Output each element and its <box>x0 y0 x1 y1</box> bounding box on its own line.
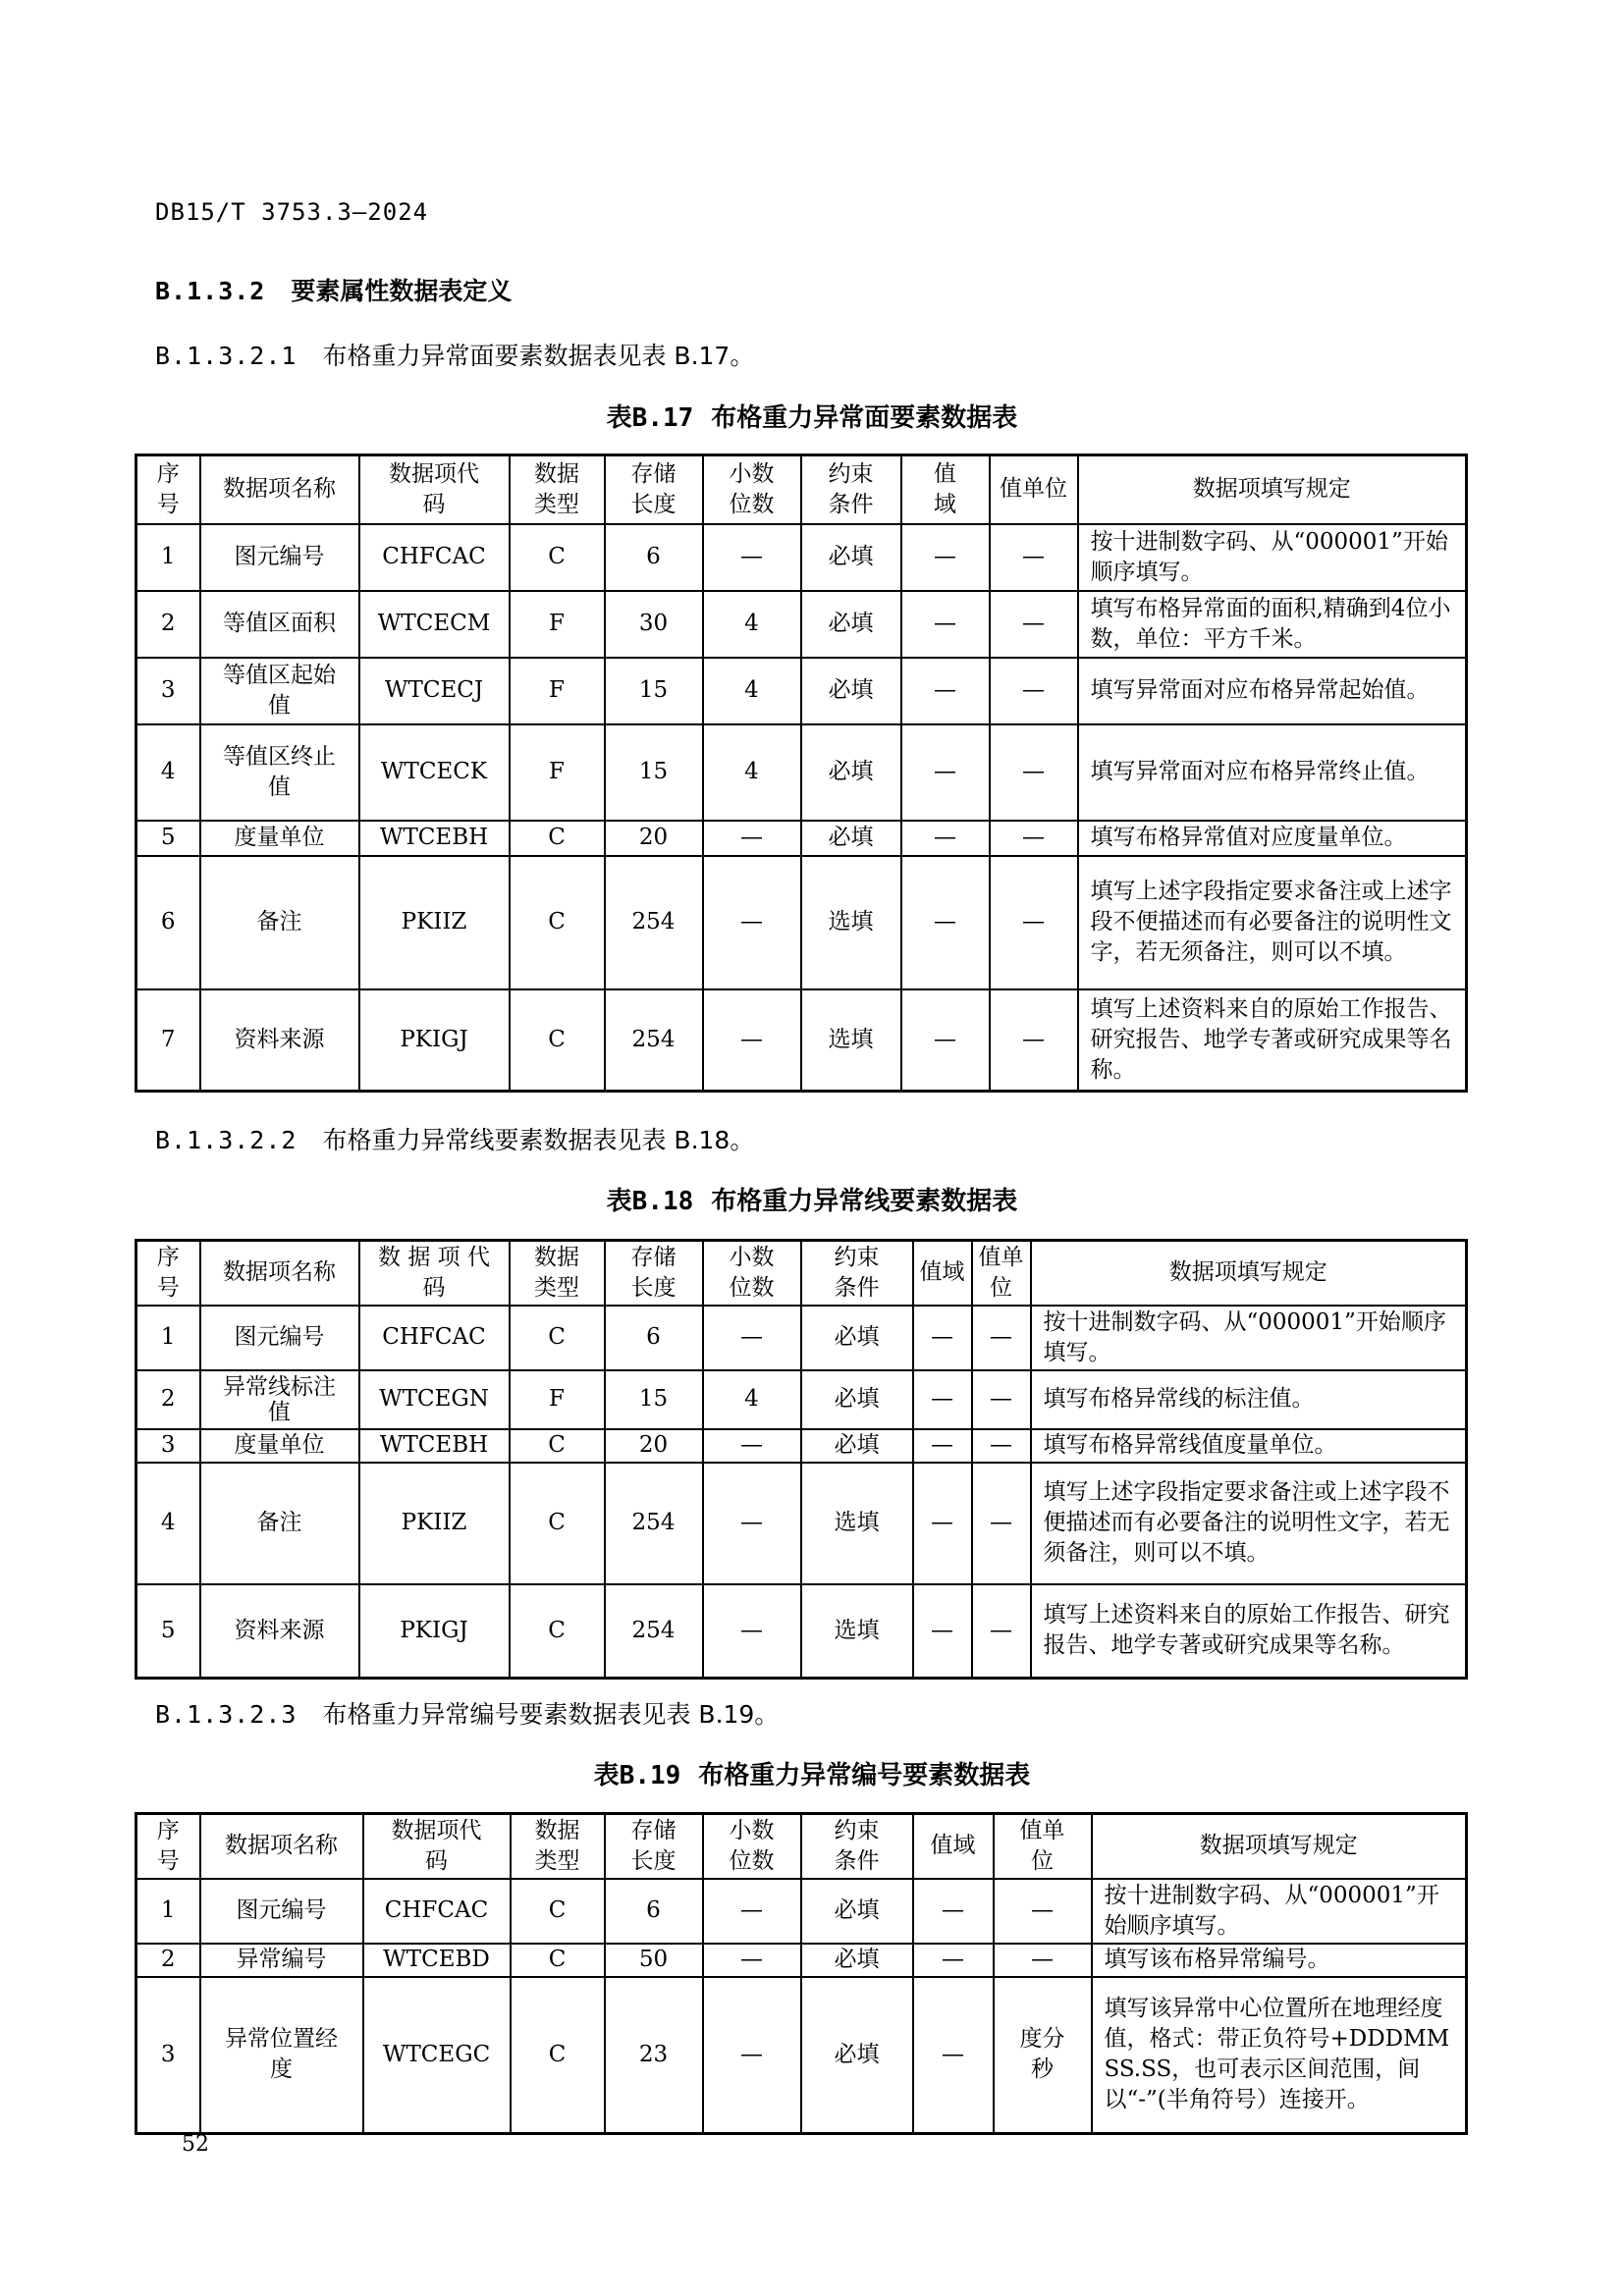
cell-unit: — <box>990 524 1078 591</box>
page-number: 52 <box>182 2132 209 2157</box>
header-cell: 值单位 <box>990 455 1078 524</box>
cell-constraint: 必填 <box>801 524 901 591</box>
header-cell: 序号 <box>136 455 200 524</box>
cell-domain: — <box>913 1977 994 2134</box>
cell-decimals: — <box>703 856 801 989</box>
header-cell: 值域 <box>901 455 990 524</box>
table-b18-caption <box>0 1181 1624 1217</box>
cell-rule: 填写上述资料来自的原始工作报告、研究报告、地学专著或研究成果等名称。 <box>1078 989 1467 1092</box>
cell-constraint: 必填 <box>801 1370 913 1429</box>
cell-rule: 填写上述资料来自的原始工作报告、研究报告、地学专著或研究成果等名称。 <box>1031 1584 1467 1679</box>
cell-length: 254 <box>605 989 703 1092</box>
header-cell: 数据项名称 <box>200 1241 359 1306</box>
cell-item-name: 异常编号 <box>200 1944 363 1977</box>
table-row <box>136 658 1467 724</box>
cell-unit: — <box>990 724 1078 821</box>
header-cell: 数据项代码 <box>359 455 510 524</box>
cell-item-name: 等值区起始值 <box>200 658 359 724</box>
cell-seq: 2 <box>136 1370 200 1429</box>
cell-length: 6 <box>605 1306 703 1370</box>
cell-unit: — <box>994 1944 1092 1977</box>
cell-item-code: WTCEBD <box>363 1944 511 1977</box>
header-cell: 约束条件 <box>801 1241 913 1306</box>
cell-domain: — <box>913 1429 972 1463</box>
cell-length: 254 <box>605 856 703 989</box>
cell-domain: — <box>913 1879 994 1944</box>
header-cell: 数据类型 <box>510 455 605 524</box>
cell-rule: 填写异常面对应布格异常起始值。 <box>1078 658 1467 724</box>
cell-item-name: 备注 <box>200 856 359 989</box>
cell-domain: — <box>901 524 990 591</box>
header-cell: 数 据 项 代码 <box>359 1241 510 1306</box>
cell-data-type: C <box>511 1944 605 1977</box>
cell-item-code: WTCEBH <box>359 1429 510 1463</box>
cell-seq: 2 <box>136 1944 200 1977</box>
cell-item-name: 备注 <box>200 1463 359 1584</box>
table-row <box>136 1944 1467 1977</box>
cell-constraint: 选填 <box>801 1584 913 1679</box>
cell-length: 6 <box>605 524 703 591</box>
table-row <box>136 1463 1467 1584</box>
header-cell: 数据项名称 <box>200 455 359 524</box>
cell-data-type: C <box>510 1584 605 1679</box>
caption-prefix: 表B.18 <box>606 1187 694 1216</box>
cell-decimals: — <box>703 1306 801 1370</box>
cell-item-code: PKIIZ <box>359 856 510 989</box>
cell-item-name: 异常位置经度 <box>200 1977 363 2134</box>
header-cell: 约束条件 <box>801 1814 913 1879</box>
cell-length: 30 <box>605 591 703 658</box>
header-cell: 序号 <box>136 1814 200 1879</box>
table-row <box>136 1429 1467 1463</box>
cell-unit: — <box>990 658 1078 724</box>
cell-length: 20 <box>605 1429 703 1463</box>
cell-decimals: — <box>703 1944 801 1977</box>
cell-seq: 4 <box>136 724 200 821</box>
cell-domain: — <box>913 1463 972 1584</box>
cell-seq: 6 <box>136 856 200 989</box>
header-cell: 数据类型 <box>511 1814 605 1879</box>
cell-rule: 填写布格异常线的标注值。 <box>1031 1370 1467 1429</box>
cell-data-type: C <box>510 989 605 1092</box>
cell-domain: — <box>913 1944 994 1977</box>
table-row <box>136 724 1467 821</box>
cell-item-name: 异常线标注值 <box>200 1370 359 1429</box>
header-cell: 值单位 <box>994 1814 1092 1879</box>
table-b18 <box>135 1239 1468 1680</box>
cell-constraint: 必填 <box>801 1429 913 1463</box>
cell-decimals: 4 <box>703 724 801 821</box>
header-cell: 存储长度 <box>605 455 703 524</box>
cell-constraint: 必填 <box>801 1977 913 2134</box>
cell-seq: 2 <box>136 591 200 658</box>
document-code: DB15/T 3753.3—2024 <box>155 198 429 226</box>
cell-decimals: — <box>703 821 801 856</box>
cell-data-type: C <box>510 1429 605 1463</box>
cell-constraint: 必填 <box>801 591 901 658</box>
cell-rule: 填写布格异常值对应度量单位。 <box>1078 821 1467 856</box>
cell-unit: — <box>990 989 1078 1092</box>
cell-data-type: F <box>510 724 605 821</box>
cell-item-name: 图元编号 <box>200 1306 359 1370</box>
caption-title: 布格重力异常面要素数据表 <box>711 403 1018 433</box>
cell-length: 15 <box>605 724 703 821</box>
table-b17 <box>135 454 1468 1093</box>
cell-decimals: 4 <box>703 591 801 658</box>
cell-item-code: CHFCAC <box>359 1306 510 1370</box>
cell-domain: — <box>901 989 990 1092</box>
cell-constraint: 必填 <box>801 821 901 856</box>
caption-prefix: 表B.17 <box>606 403 694 433</box>
table-header-row <box>136 1814 1467 1879</box>
cell-constraint: 选填 <box>801 856 901 989</box>
cell-item-code: WTCEBH <box>359 821 510 856</box>
cell-constraint: 选填 <box>801 989 901 1092</box>
table-b19-caption <box>0 1755 1624 1791</box>
cell-constraint: 必填 <box>801 724 901 821</box>
cell-length: 50 <box>605 1944 703 1977</box>
cell-length: 6 <box>605 1879 703 1944</box>
cell-item-name: 资料来源 <box>200 1584 359 1679</box>
cell-seq: 3 <box>136 1429 200 1463</box>
cell-unit: — <box>990 821 1078 856</box>
header-cell: 小数位数 <box>703 455 801 524</box>
section-b1-3-2-3 <box>155 1695 779 1731</box>
cell-data-type: F <box>510 1370 605 1429</box>
cell-decimals: — <box>703 989 801 1092</box>
header-cell: 数据项填写规定 <box>1031 1241 1467 1306</box>
cell-unit: — <box>990 856 1078 989</box>
cell-rule: 填写该异常中心位置所在地理经度值，格式：带正负符号+DDDMMSS.SS，也可表示区间范围，间以“-”(半角符号）连接开。 <box>1092 1977 1467 2134</box>
cell-data-type: C <box>511 1977 605 2134</box>
cell-unit: 度分秒 <box>994 1977 1092 2134</box>
section-heading-b1-3-2 <box>155 272 512 307</box>
table-b17-caption <box>0 398 1624 434</box>
table-row <box>136 1306 1467 1370</box>
section-number: B.1.3.2.2 <box>155 1126 298 1154</box>
cell-decimals: — <box>703 1463 801 1584</box>
caption-title: 布格重力异常线要素数据表 <box>711 1187 1018 1216</box>
cell-rule: 填写异常面对应布格异常终止值。 <box>1078 724 1467 821</box>
cell-length: 15 <box>605 658 703 724</box>
cell-unit: — <box>972 1370 1031 1429</box>
cell-constraint: 必填 <box>801 658 901 724</box>
cell-seq: 4 <box>136 1463 200 1584</box>
table-header-row <box>136 1241 1467 1306</box>
cell-constraint: 必填 <box>801 1879 913 1944</box>
cell-item-code: PKIIZ <box>359 1463 510 1584</box>
caption-title: 布格重力异常编号要素数据表 <box>698 1761 1031 1790</box>
cell-constraint: 必填 <box>801 1306 913 1370</box>
cell-length: 23 <box>605 1977 703 2134</box>
cell-seq: 5 <box>136 1584 200 1679</box>
cell-rule: 按十进制数字码、从“000001”开始顺序填写。 <box>1031 1306 1467 1370</box>
cell-constraint: 必填 <box>801 1944 913 1977</box>
table-b19 <box>135 1812 1468 2135</box>
cell-item-code: PKIGJ <box>359 1584 510 1679</box>
header-cell: 小数位数 <box>703 1241 801 1306</box>
cell-item-code: WTCEGC <box>363 1977 511 2134</box>
cell-data-type: C <box>511 1879 605 1944</box>
section-b1-3-2-2 <box>155 1121 754 1156</box>
cell-decimals: 4 <box>703 658 801 724</box>
header-cell: 值单位 <box>972 1241 1031 1306</box>
cell-item-code: CHFCAC <box>359 524 510 591</box>
cell-rule: 填写上述字段指定要求备注或上述字段不便描述而有必要备注的说明性文字，若无须备注，则可以不填。 <box>1078 856 1467 989</box>
table-row <box>136 856 1467 989</box>
section-text: 布格重力异常线要素数据表见表 B.18。 <box>322 1126 755 1154</box>
cell-item-name: 图元编号 <box>200 524 359 591</box>
cell-item-code: CHFCAC <box>363 1879 511 1944</box>
cell-domain: — <box>901 658 990 724</box>
cell-decimals: — <box>703 524 801 591</box>
table-row <box>136 1879 1467 1944</box>
cell-item-code: PKIGJ <box>359 989 510 1092</box>
table-header-row <box>136 455 1467 524</box>
cell-item-name: 等值区终止值 <box>200 724 359 821</box>
cell-decimals: 4 <box>703 1370 801 1429</box>
cell-data-type: C <box>510 1306 605 1370</box>
cell-item-code: WTCECJ <box>359 658 510 724</box>
cell-data-type: F <box>510 658 605 724</box>
cell-seq: 1 <box>136 1306 200 1370</box>
header-cell: 数据类型 <box>510 1241 605 1306</box>
cell-seq: 3 <box>136 658 200 724</box>
header-cell: 值域 <box>913 1814 994 1879</box>
section-number: B.1.3.2 <box>155 277 266 305</box>
cell-rule: 按十进制数字码、从“000001”开始顺序填写。 <box>1092 1879 1467 1944</box>
header-cell: 约束条件 <box>801 455 901 524</box>
header-cell: 数据项填写规定 <box>1092 1814 1467 1879</box>
cell-seq: 1 <box>136 1879 200 1944</box>
cell-rule: 填写该布格异常编号。 <box>1092 1944 1467 1977</box>
table-row <box>136 821 1467 856</box>
table-row <box>136 524 1467 591</box>
section-number: B.1.3.2.3 <box>155 1700 298 1729</box>
section-number: B.1.3.2.1 <box>155 342 298 370</box>
header-cell: 值域 <box>913 1241 972 1306</box>
cell-item-code: WTCECM <box>359 591 510 658</box>
cell-domain: — <box>913 1584 972 1679</box>
cell-seq: 1 <box>136 524 200 591</box>
cell-decimals: — <box>703 1584 801 1679</box>
cell-unit: — <box>990 591 1078 658</box>
cell-rule: 填写上述字段指定要求备注或上述字段不便描述而有必要备注的说明性文字，若无须备注，则可以不填。 <box>1031 1463 1467 1584</box>
section-b1-3-2-1 <box>155 337 754 372</box>
cell-domain: — <box>901 821 990 856</box>
cell-rule: 按十进制数字码、从“000001”开始顺序填写。 <box>1078 524 1467 591</box>
cell-item-name: 图元编号 <box>200 1879 363 1944</box>
section-text: 布格重力异常面要素数据表见表 B.17。 <box>322 342 755 370</box>
cell-domain: — <box>901 856 990 989</box>
cell-data-type: C <box>510 821 605 856</box>
cell-item-code: WTCEGN <box>359 1370 510 1429</box>
cell-item-name: 度量单位 <box>200 1429 359 1463</box>
cell-constraint: 选填 <box>801 1463 913 1584</box>
table-row <box>136 1584 1467 1679</box>
cell-decimals: — <box>703 1879 801 1944</box>
header-cell: 数据项填写规定 <box>1078 455 1467 524</box>
cell-data-type: C <box>510 856 605 989</box>
cell-unit: — <box>972 1306 1031 1370</box>
cell-unit: — <box>972 1584 1031 1679</box>
cell-domain: — <box>913 1370 972 1429</box>
cell-length: 15 <box>605 1370 703 1429</box>
table-row <box>136 591 1467 658</box>
cell-data-type: C <box>510 524 605 591</box>
header-cell: 存储长度 <box>605 1814 703 1879</box>
cell-length: 254 <box>605 1463 703 1584</box>
table-row <box>136 1977 1467 2134</box>
cell-data-type: C <box>510 1463 605 1584</box>
section-title: 要素属性数据表定义 <box>291 277 513 305</box>
cell-item-code: WTCECK <box>359 724 510 821</box>
cell-rule: 填写布格异常线值度量单位。 <box>1031 1429 1467 1463</box>
table-row <box>136 1370 1467 1429</box>
header-cell: 存储长度 <box>605 1241 703 1306</box>
table-row <box>136 989 1467 1092</box>
cell-seq: 5 <box>136 821 200 856</box>
header-cell: 数据项名称 <box>200 1814 363 1879</box>
section-text: 布格重力异常编号要素数据表见表 B.19。 <box>322 1700 780 1729</box>
header-cell: 数据项代码 <box>363 1814 511 1879</box>
cell-seq: 7 <box>136 989 200 1092</box>
cell-decimals: — <box>703 1977 801 2134</box>
cell-seq: 3 <box>136 1977 200 2134</box>
cell-unit: — <box>972 1463 1031 1584</box>
cell-rule: 填写布格异常面的面积,精确到4位小数，单位：平方千米。 <box>1078 591 1467 658</box>
caption-prefix: 表B.19 <box>593 1761 681 1790</box>
cell-domain: — <box>901 591 990 658</box>
cell-data-type: F <box>510 591 605 658</box>
header-cell: 小数位数 <box>703 1814 801 1879</box>
cell-unit: — <box>994 1879 1092 1944</box>
header-cell: 序号 <box>136 1241 200 1306</box>
cell-decimals: — <box>703 1429 801 1463</box>
cell-length: 20 <box>605 821 703 856</box>
cell-item-name: 资料来源 <box>200 989 359 1092</box>
cell-domain: — <box>901 724 990 821</box>
cell-length: 254 <box>605 1584 703 1679</box>
cell-unit: — <box>972 1429 1031 1463</box>
cell-item-name: 度量单位 <box>200 821 359 856</box>
cell-item-name: 等值区面积 <box>200 591 359 658</box>
cell-domain: — <box>913 1306 972 1370</box>
